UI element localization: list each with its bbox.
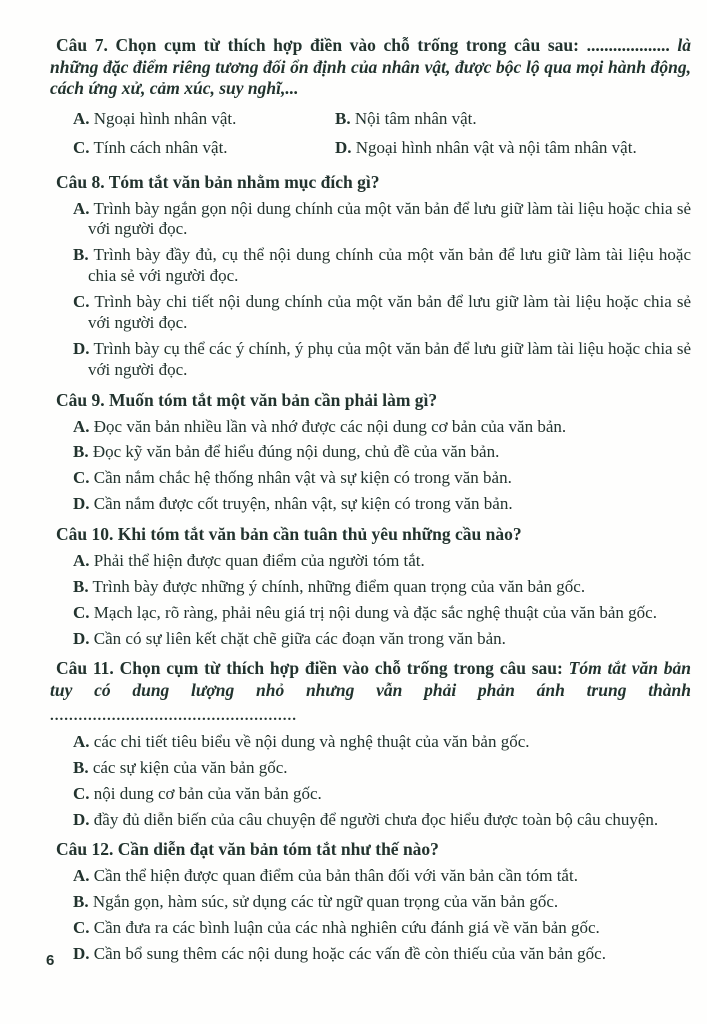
option-text: Trình bày ngắn gọn nội dung chính của một văn bản để lưu giữ làm tài liệu hoặc chia sẻ với người đọc. xyxy=(88,198,691,239)
option-label: D. xyxy=(73,628,90,648)
question-number: Câu 7. xyxy=(56,35,108,55)
option-text: Cần nắm chắc hệ thống nhân vật và sự kiện có trong văn bản. xyxy=(93,468,512,488)
option-label: A. xyxy=(73,198,90,218)
option-label: D. xyxy=(73,943,90,963)
answer-option-b xyxy=(50,245,691,287)
option-text: nội dung cơ bản của văn bản gốc. xyxy=(93,783,322,803)
question-number: Câu 8. xyxy=(56,171,105,192)
question-prompt: Tóm tắt văn bản nhằm mục đích gì? xyxy=(108,171,380,192)
answer-option-b xyxy=(335,109,691,130)
question-number: Câu 9. xyxy=(56,389,105,410)
question-heading xyxy=(50,35,691,100)
option-text: Ngắn gọn, hàm súc, sử dụng các từ ngữ quan trọng của văn bản gốc. xyxy=(92,892,559,912)
question-prompt-fill-phrase: là những đặc điểm riêng tương đối ổn định của nhân vật, được bộc lộ qua mọi hành động, cách ứng xử, cảm xúc, suy nghĩ,... xyxy=(50,35,691,99)
answer-option-c xyxy=(50,918,691,939)
option-label: B. xyxy=(335,109,351,129)
answer-option-d xyxy=(50,629,691,650)
option-text: Trình bày chi tiết nội dung chính của một văn bản để lưu giữ làm tài liệu hoặc chia sẻ với người đọc. xyxy=(88,292,692,333)
option-text: Trình bày cụ thể các ý chính, ý phụ của một văn bản để lưu giữ làm tài liệu hoặc chia sẻ với người đọc. xyxy=(88,339,692,379)
question-block xyxy=(50,524,691,649)
answer-option-a xyxy=(73,109,335,130)
option-label: D. xyxy=(335,137,352,157)
option-label: C. xyxy=(73,783,90,803)
option-label: C. xyxy=(73,137,90,157)
answer-option-b xyxy=(50,577,691,598)
answer-option-a xyxy=(50,199,691,241)
answer-option-a xyxy=(50,417,691,438)
option-text: Trình bày được những ý chính, những điểm quan trọng của văn bản gốc. xyxy=(92,576,586,596)
answer-option-c xyxy=(73,138,335,159)
answer-option-c xyxy=(50,603,691,624)
option-text: Ngoại hình nhân vật. xyxy=(93,109,237,129)
option-text: Nội tâm nhân vật. xyxy=(354,109,477,129)
option-text: các chi tiết tiêu biểu về nội dung và nghệ thuật của văn bản gốc. xyxy=(93,731,530,751)
answer-option-d xyxy=(335,138,691,159)
answer-option-d xyxy=(50,810,691,831)
option-label: C. xyxy=(73,468,90,488)
option-label: B. xyxy=(73,757,89,777)
option-label: C. xyxy=(73,917,90,937)
options-group xyxy=(50,417,691,516)
answer-option-c xyxy=(50,784,691,805)
option-text: Trình bày đầy đủ, cụ thể nội dung chính của một văn bản để lưu giữ làm tài liệu hoặc chia sẻ với người đọc. xyxy=(88,245,691,286)
option-text: Cần đưa ra các bình luận của các nhà nghiên cứu đánh giá về văn bản gốc. xyxy=(93,917,600,937)
option-label: C. xyxy=(73,602,90,622)
options-group xyxy=(50,551,691,650)
option-label: B. xyxy=(73,442,89,462)
answer-option-a xyxy=(50,866,691,887)
option-label: A. xyxy=(73,731,90,751)
answer-option-c xyxy=(50,292,691,334)
question-number: Câu 11. xyxy=(56,658,114,679)
option-text: các sự kiện của văn bản gốc. xyxy=(92,757,288,777)
option-label: D. xyxy=(73,339,90,358)
option-label: B. xyxy=(73,892,89,912)
options-group xyxy=(50,732,691,831)
question-prompt: Khi tóm tắt văn bản cần tuân thủ yêu những cầu nào? xyxy=(117,524,522,545)
question-number: Câu 10. xyxy=(56,524,114,545)
question-heading xyxy=(50,390,691,412)
answer-option-b xyxy=(50,758,691,779)
question-prompt: Chọn cụm từ thích hợp điền vào chỗ trống trong câu sau: ................... xyxy=(115,35,670,55)
answer-option-d xyxy=(50,339,691,381)
question-heading xyxy=(50,839,691,861)
question-heading xyxy=(50,524,691,546)
page-number: 6 xyxy=(46,952,55,969)
option-text: Đọc văn bản nhiều lần và nhớ được các nội dung cơ bản của văn bản. xyxy=(93,416,567,436)
option-text: Mạch lạc, rõ ràng, phải nêu giá trị nội dung và đặc sắc nghệ thuật của văn bản gốc. xyxy=(93,602,657,622)
options-group xyxy=(50,199,691,381)
question-number: Câu 12. xyxy=(56,839,114,860)
option-label: A. xyxy=(73,550,90,570)
option-label: C. xyxy=(73,292,90,312)
option-text: Cần thể hiện được quan điểm của bản thân đối với văn bản cần tóm tắt. xyxy=(93,866,578,886)
question-prompt-fill-phrase: Tóm tắt văn bản tuy có dung lượng nhỏ nhưng vẫn phải phản ánh trung thành xyxy=(50,658,692,701)
question-prompt: Chọn cụm từ thích hợp điền vào chỗ trống trong câu sau: xyxy=(119,658,563,679)
answer-option-d xyxy=(50,494,691,515)
question-block xyxy=(50,390,691,515)
option-label: D. xyxy=(73,494,90,514)
answer-option-c xyxy=(50,468,691,489)
answer-option-a xyxy=(50,551,691,572)
option-text: Phải thể hiện được quan điểm của người tóm tắt. xyxy=(93,550,425,570)
question-block xyxy=(50,658,691,830)
answer-option-a xyxy=(50,732,691,753)
option-text: Cần bổ sung thêm các nội dung hoặc các vấn đề còn thiếu của văn bản gốc. xyxy=(93,943,606,963)
question-prompt: Muốn tóm tắt một văn bản cần phải làm gì? xyxy=(109,389,438,410)
options-group xyxy=(73,105,691,163)
questions-container xyxy=(50,35,691,965)
question-heading xyxy=(50,658,691,701)
option-label: A. xyxy=(73,109,90,129)
answer-option-b xyxy=(50,892,691,913)
option-text: Tính cách nhân vật. xyxy=(93,137,228,157)
question-block xyxy=(50,35,691,163)
answer-option-d xyxy=(50,944,691,965)
option-text: Cần có sự liên kết chặt chẽ giữa các đoạn văn trong văn bản. xyxy=(93,628,506,648)
question-block xyxy=(50,839,691,964)
answer-option-b xyxy=(50,442,691,463)
blank-dotted-line: .................................................... xyxy=(50,707,297,724)
question-block xyxy=(50,172,691,381)
option-text: Ngoại hình nhân vật và nội tâm nhân vật. xyxy=(355,137,637,157)
option-text: đầy đủ diễn biến của câu chuyện để người chưa đọc hiểu được toàn bộ câu chuyện. xyxy=(93,809,659,829)
option-label: D. xyxy=(73,809,90,829)
option-text: Đọc kỹ văn bản để hiểu đúng nội dung, chủ đề của văn bản. xyxy=(92,442,500,462)
question-prompt: Cần diễn đạt văn bản tóm tắt như thế nào? xyxy=(117,839,439,860)
option-label: B. xyxy=(73,576,89,596)
option-label: A. xyxy=(73,866,90,886)
options-group xyxy=(50,866,691,965)
question-heading xyxy=(50,172,691,194)
option-label: B. xyxy=(73,245,89,265)
option-text: Cần nắm được cốt truyện, nhân vật, sự kiện có trong văn bản. xyxy=(93,494,513,514)
option-label: A. xyxy=(73,416,90,436)
